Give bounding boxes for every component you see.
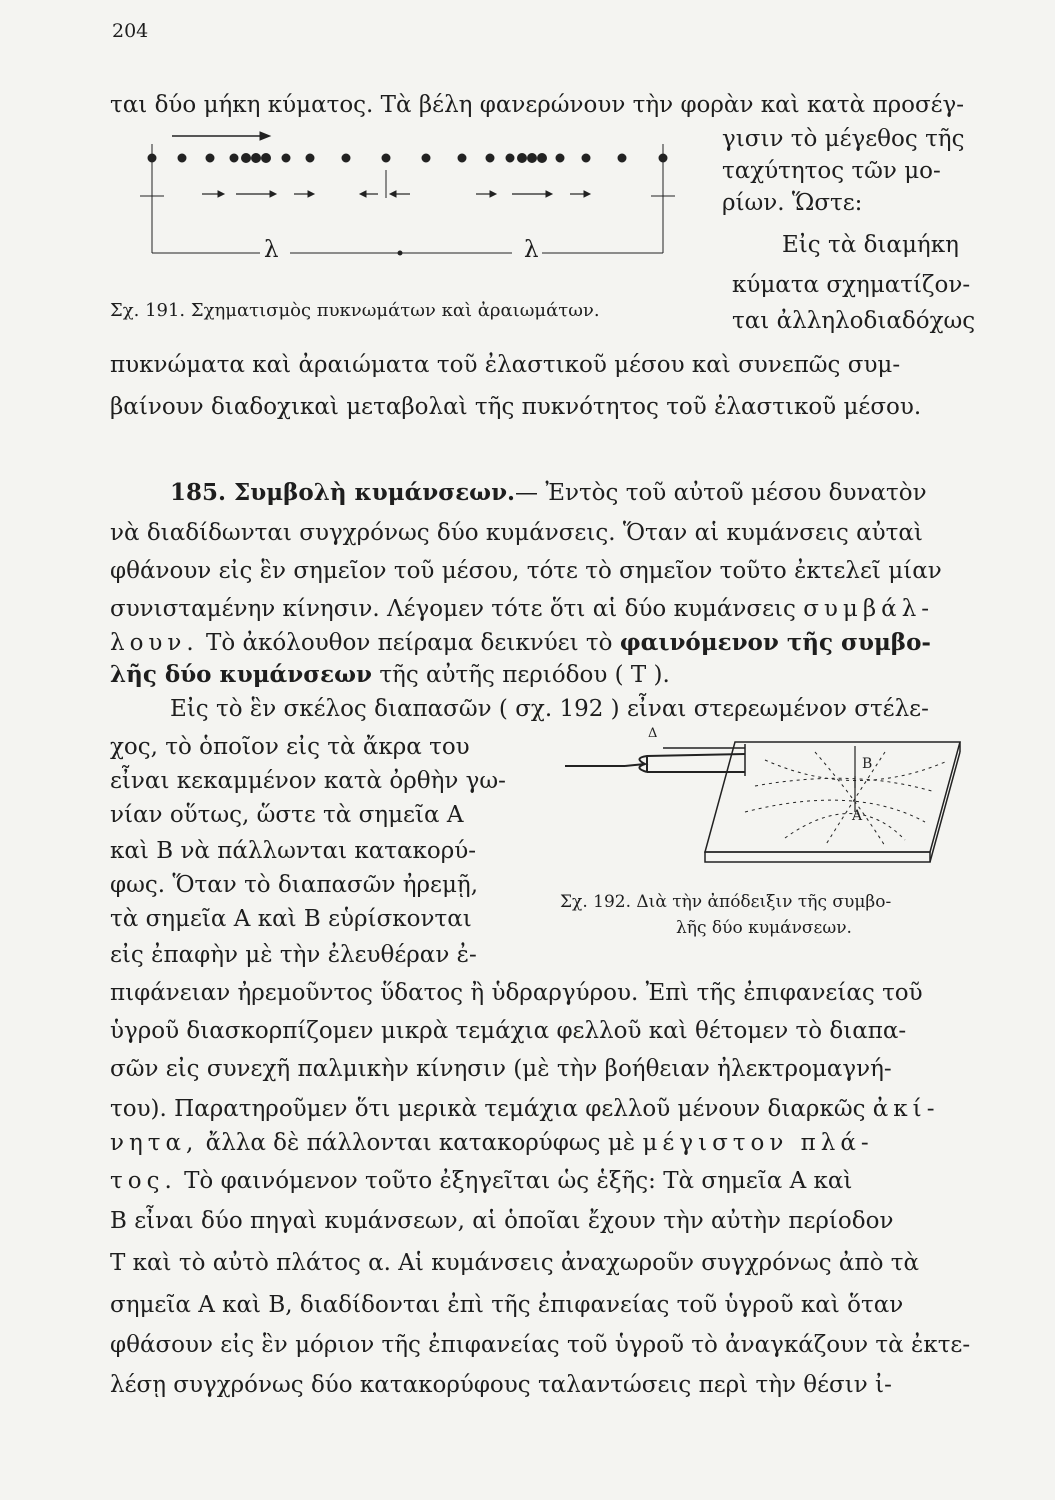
text-line: [110, 1094, 939, 1124]
text-line: Τ καὶ τὸ αὐτὸ πλάτος α. Αἱ κυμάνσεις ἀναχωροῦν συγχρόνως ἀπὸ τὰ: [110, 1250, 919, 1276]
figure-191-lambda-label: λ: [524, 237, 539, 263]
page-number: 204: [112, 20, 149, 42]
text-line: ταχύτητος τῶν μο-: [722, 158, 941, 184]
section-heading: 185. Συμβολὴ κυμάνσεων.: [170, 479, 516, 506]
text-line: κύματα σχηματίζον-: [732, 272, 971, 298]
text-segment: συνισταμένην κίνησιν. Λέγομεν τότε ὅτι αἱ δύο κυμάνσεις: [110, 596, 796, 622]
text-segment: τῆς αὐτῆς περιόδου ( Τ ).: [379, 662, 670, 688]
figure-192-label-b: Β: [862, 756, 873, 772]
text-line: φθάνουν εἰς ἓν σημεῖον τοῦ μέσου, τότε τὸ σημεῖον τοῦτο ἐκτελεῖ μίαν: [110, 558, 942, 584]
text-line: φθάσουν εἰς ἓν μόριον τῆς ἐπιφανείας τοῦ ὑγροῦ τὸ ἀναγκάζουν τὰ ἐκτε-: [110, 1332, 971, 1358]
text-line: [110, 594, 934, 624]
text-line: εἰς ἐπαφὴν μὲ τὴν ἐλευθέραν ἐ-: [110, 942, 477, 968]
figure-191-caption: Σχ. 191. Σχηματισμὸς πυκνωμάτων καὶ ἀραιωμάτων.: [110, 300, 600, 321]
text-line: [110, 1166, 852, 1196]
text-segment: Τὸ φαινόμενον τοῦτο ἐξηγεῖται ὡς ἑξῆς: Τὰ σημεῖα Α καὶ: [184, 1168, 853, 1194]
text-line: λέσῃ συγχρόνως δύο κατακορύφους ταλαντώσεις περὶ τὴν θέσιν ἰ-: [110, 1372, 892, 1398]
spaced-emphasis: λουν.: [110, 630, 199, 656]
text-line: πυκνώματα καὶ ἀραιώματα τοῦ ἐλαστικοῦ μέσου καὶ συνεπῶς συμ-: [110, 352, 901, 378]
figure-191-diagram: [110, 118, 670, 278]
text-line: φως. Ὅταν τὸ διαπασῶν ἠρεμῇ,: [110, 872, 479, 898]
figure-192-caption-line2: λῆς δύο κυμάνσεων.: [676, 918, 852, 938]
text-line: ὑγροῦ διασκορπίζομεν μικρὰ τεμάχια φελλοῦ καὶ θέτομεν τὸ διαπα-: [110, 1018, 907, 1044]
text-segment: του). Παρατηροῦμεν ὅτι μερικὰ τεμάχια φελλοῦ μένουν διαρκῶς: [110, 1096, 866, 1122]
bold-phrase: λῆς δύο κυμάνσεων: [110, 661, 372, 688]
text-line: εἶναι κεκαμμένον κατὰ ὀρθὴν γω-: [110, 768, 506, 794]
figure-192-label-a: Α: [852, 808, 863, 824]
text-line: ρίων. Ὥστε:: [722, 190, 863, 216]
text-segment: Τὸ ἀκόλουθον πείραμα δεικνύει τὸ: [206, 630, 613, 656]
text-line: [110, 1128, 874, 1158]
text-line: σημεῖα Α καὶ Β, διαδίδονται ἐπὶ τῆς ἐπιφανείας τοῦ ὑγροῦ καὶ ὅταν: [110, 1292, 904, 1318]
bold-phrase: φαινόμενον τῆς συμβο-: [619, 629, 931, 656]
text-line: σῶν εἰς συνεχῆ παλμικὴν κίνησιν (μὲ τὴν βοήθειαν ἠλεκτρομαγνή-: [110, 1056, 892, 1082]
spaced-emphasis: τος.: [110, 1168, 177, 1194]
text-segment: ἄλλα δὲ πάλλονται κατακορύφως μὲ: [205, 1130, 636, 1156]
figure-192-caption-line1: Σχ. 192. Διὰ τὴν ἀπόδειξιν τῆς συμβο-: [560, 892, 892, 912]
text-line: νὰ διαδίδωνται συγχρόνως δύο κυμάνσεις. Ὅταν αἱ κυμάνσεις αὐταὶ: [110, 520, 923, 546]
text-line: χος, τὸ ὁποῖον εἰς τὰ ἄκρα του: [110, 734, 470, 760]
text-line: πιφάνειαν ἠρεμοῦντος ὕδατος ἢ ὑδραργύρου. Ἐπὶ τῆς ἐπιφανείας τοῦ: [110, 980, 923, 1006]
text-line: ται δύο μήκη κύματος. Τὰ βέλη φανερώνουν τὴν φορὰν καὶ κατὰ προσέγ-: [110, 92, 965, 118]
text-segment: — Ἐντὸς τοῦ αὐτοῦ μέσου δυνατὸν: [515, 480, 927, 506]
text-line: Β εἶναι δύο πηγαὶ κυμάνσεων, αἱ ὁποῖαι ἔχουν τὴν αὐτὴν περίοδον: [110, 1208, 894, 1234]
spaced-emphasis: ἀκί-: [872, 1096, 940, 1122]
text-line: Εἰς τὰ διαμήκη: [782, 232, 959, 258]
spaced-emphasis: νητα,: [110, 1130, 199, 1156]
text-line: ται ἀλληλοδιαδόχως: [732, 308, 976, 334]
text-line: Εἰς τὸ ἓν σκέλος διαπασῶν ( σχ. 192 ) εἶναι στερεωμένον στέλε-: [170, 696, 929, 722]
text-line: [110, 628, 931, 658]
text-line: βαίνουν διαδοχικαὶ μεταβολαὶ τῆς πυκνότητος τοῦ ἐλαστικοῦ μέσου.: [110, 394, 922, 420]
text-line: [110, 660, 670, 690]
spaced-emphasis: μέγιστον πλά-: [642, 1130, 874, 1156]
text-line: καὶ Β νὰ πάλλωνται κατακορύ-: [110, 838, 477, 864]
text-line: νίαν οὕτως, ὥστε τὰ σημεῖα Α: [110, 802, 464, 828]
spaced-emphasis: συμβάλ-: [803, 596, 935, 622]
text-line: γισιν τὸ μέγεθος τῆς: [722, 126, 965, 152]
figure-192-diagram: [555, 728, 995, 878]
text-line: τὰ σημεῖα Α καὶ Β εὑρίσκονται: [110, 906, 472, 932]
figure-192-label-delta: Δ: [648, 726, 658, 741]
figure-191-lambda-label: λ: [264, 237, 279, 263]
section-185-first-line: [170, 478, 927, 508]
